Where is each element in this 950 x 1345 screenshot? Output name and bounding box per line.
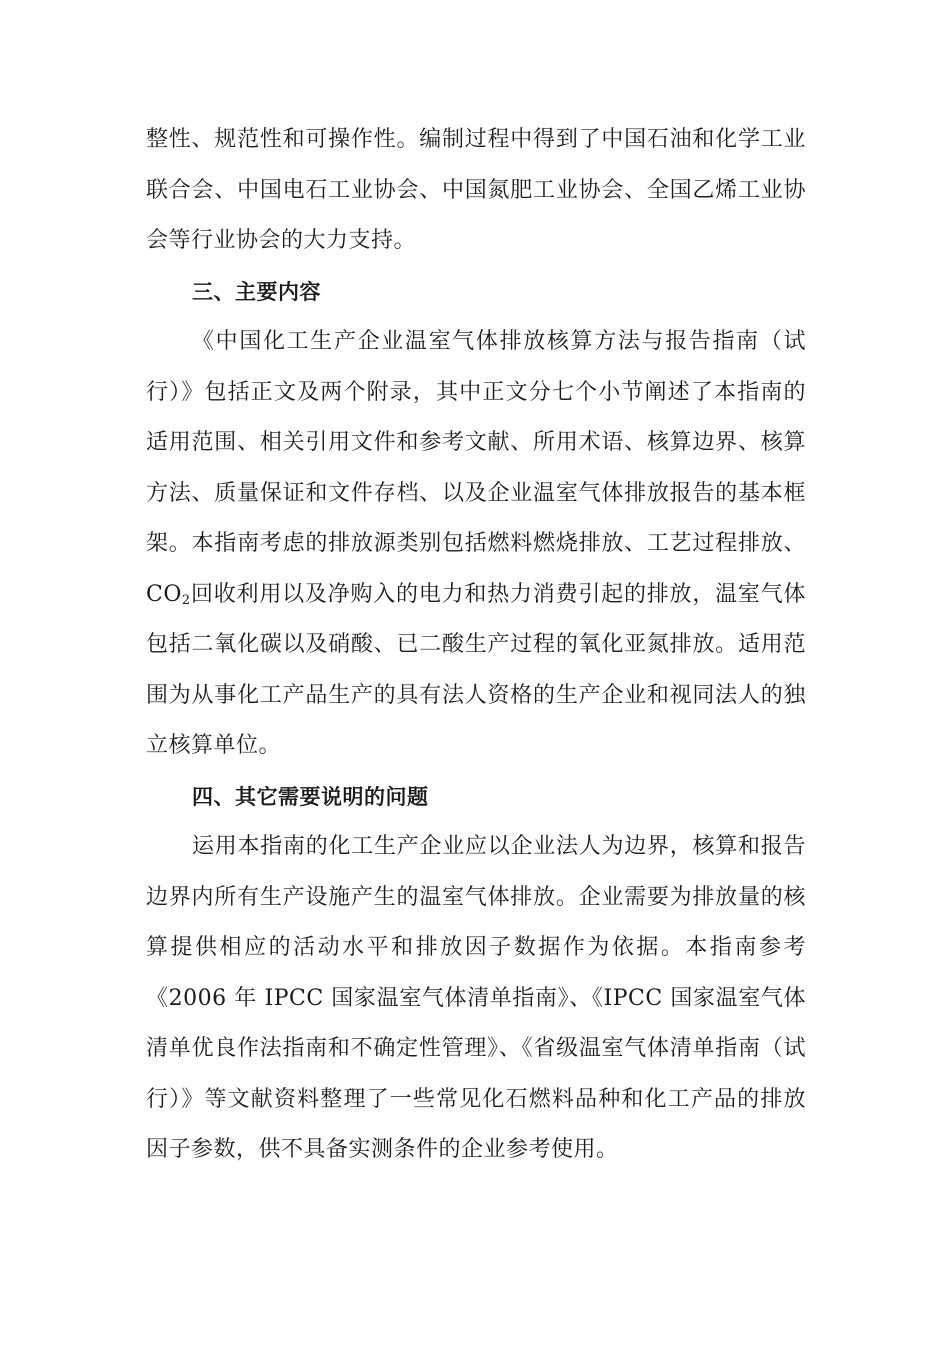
co2-subscript: 2	[181, 592, 191, 608]
document-page	[146, 115, 806, 1176]
paragraph-continuation: 整性、规范性和可操作性。编制过程中得到了中国石油和化学工业联合会、中国电石工业协会、中国氮肥工业协会、全国乙烯工业协会等行业协会的大力支持。	[146, 127, 806, 253]
section-heading-main-content: 三、主要内容	[192, 279, 321, 304]
section-heading-other-issues: 四、其它需要说明的问题	[192, 784, 429, 809]
main-content-text-part2: 回收利用以及净购入的电力和热力消费引起的排放，温室气体包括二氧化碳以及硝酸、已二酸生产过程的氧化亚氮排放。适用范围为从事化工产品生产的具有法人资格的生产企业和视同法人的独立核算单位。	[146, 581, 806, 758]
paragraph-main-content	[146, 317, 806, 772]
main-content-text-part1: 《中国化工生产企业温室气体排放核算方法与报告指南（试行）》包括正文及两个附录，其中正文分七个小节阐述了本指南的适用范围、相关引用文件和参考文献、所用术语、核算边界、核算方法、质量保证和文件存档、以及企业温室气体排放报告的基本框架。本指南考虑的排放源类别包括燃料燃烧排放、工艺过程排放、CO	[146, 329, 806, 607]
paragraph-other-issues: 运用本指南的化工生产企业应以企业法人为边界，核算和报告边界内所有生产设施产生的温室气体排放。企业需要为排放量的核算提供相应的活动水平和排放因子数据作为依据。本指南参考《2006 年 IPCC 国家温室气体清单指南》、《IPCC 国家温室气体清单优良作法指南和不确定性管理》、《省级温室气体清单指南（试行）》等文献资料整理了一些常见化石燃料品种和化工产品的排放因子参数，供不具备实测条件的企业参考使用。	[146, 834, 806, 1162]
